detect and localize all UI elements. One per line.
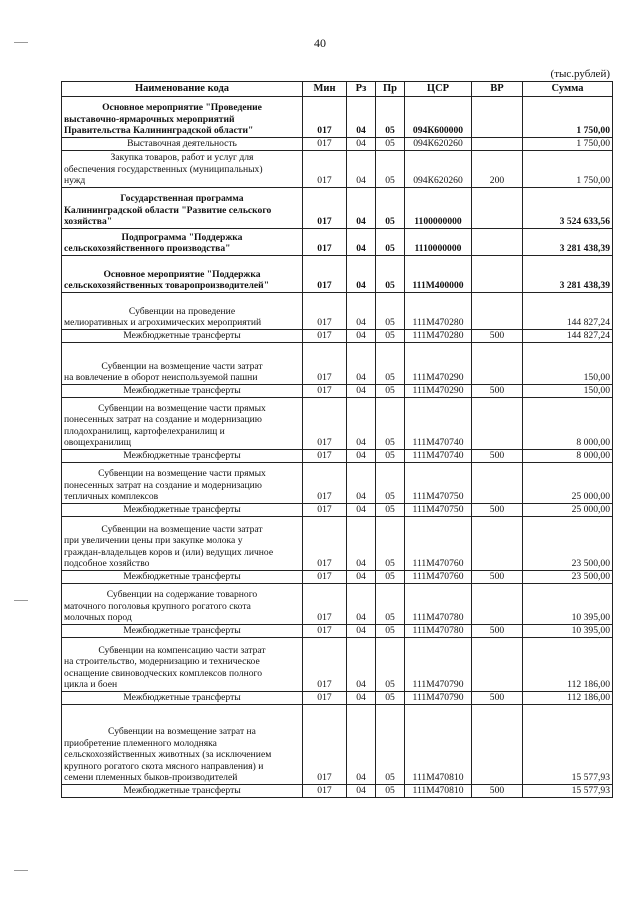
row-name — [62, 138, 303, 151]
row-sum: 15 577,93 — [523, 785, 613, 798]
row-min: 017 — [303, 692, 347, 705]
header-name: Наименование кода — [62, 82, 303, 97]
row-csr: 111М470790 — [405, 692, 472, 705]
row-csr: 111М470290 — [405, 343, 472, 385]
row-vr — [472, 256, 523, 293]
table-row — [62, 330, 613, 343]
row-rz: 04 — [347, 625, 376, 638]
row-vr — [472, 188, 523, 229]
table-row — [62, 705, 613, 785]
row-sum: 25 000,00 — [523, 463, 613, 504]
row-name-rest: Калининградской области "Развитие сельского хозяйства" — [64, 204, 272, 228]
row-name-rest: приобретение племенного молодняка сельскохозяйственных животных (за исключением крупного рогатого скота мясного направления) и семени племенных быков-производителей — [64, 737, 272, 784]
row-name — [62, 385, 303, 398]
row-rz: 04 — [347, 785, 376, 798]
row-min: 017 — [303, 385, 347, 398]
row-csr: 111М470810 — [405, 785, 472, 798]
table-row — [62, 638, 613, 692]
row-vr — [472, 463, 523, 504]
row-name-first-line: Субвенции на компенсацию части затрат — [98, 644, 266, 656]
table-row — [62, 188, 613, 229]
row-min: 017 — [303, 504, 347, 517]
row-vr: 500 — [472, 785, 523, 798]
row-pr: 05 — [376, 398, 405, 450]
row-rz: 04 — [347, 705, 376, 785]
row-min: 017 — [303, 343, 347, 385]
header-csr: ЦСР — [405, 82, 472, 97]
header-sum: Сумма — [523, 82, 613, 97]
row-name-first-line: Межбюджетные трансферты — [123, 450, 241, 462]
row-name-first-line: Закупка товаров, работ и услуг для — [110, 152, 254, 164]
header-pr: Пр — [376, 82, 405, 97]
row-rz: 04 — [347, 517, 376, 571]
row-name — [62, 625, 303, 638]
row-name-first-line: Субвенции на содержание товарного — [106, 589, 258, 601]
table-row — [62, 571, 613, 584]
scan-mark — [14, 42, 28, 43]
row-name-first-line: Межбюджетные трансферты — [123, 571, 241, 583]
row-sum: 144 827,24 — [523, 293, 613, 330]
row-name — [62, 463, 303, 504]
row-name — [62, 398, 303, 450]
row-csr: 111М470740 — [405, 398, 472, 450]
row-csr: 111М470750 — [405, 504, 472, 517]
row-name — [62, 343, 303, 385]
row-name-first-line: Государственная программа — [120, 193, 244, 205]
row-pr: 05 — [376, 330, 405, 343]
row-csr: 111М400000 — [405, 256, 472, 293]
row-sum: 8 000,00 — [523, 398, 613, 450]
row-rz: 04 — [347, 398, 376, 450]
row-rz: 04 — [347, 463, 376, 504]
row-rz: 04 — [347, 692, 376, 705]
row-min: 017 — [303, 450, 347, 463]
row-name — [62, 692, 303, 705]
table-row — [62, 504, 613, 517]
row-min: 017 — [303, 584, 347, 625]
row-name-first-line: Межбюджетные трансферты — [123, 330, 241, 342]
row-name — [62, 517, 303, 571]
row-name-first-line: Межбюджетные трансферты — [123, 625, 241, 637]
row-vr — [472, 293, 523, 330]
row-pr: 05 — [376, 463, 405, 504]
row-vr: 500 — [472, 571, 523, 584]
row-min: 017 — [303, 138, 347, 151]
row-pr: 05 — [376, 188, 405, 229]
row-pr: 05 — [376, 625, 405, 638]
row-name-first-line: Основное мероприятие "Поддержка — [103, 268, 261, 280]
row-min: 017 — [303, 330, 347, 343]
row-pr: 05 — [376, 638, 405, 692]
row-name — [62, 330, 303, 343]
row-pr: 05 — [376, 343, 405, 385]
row-vr — [472, 517, 523, 571]
row-pr: 05 — [376, 229, 405, 256]
row-name-rest: при увеличении цены при закупке молока у граждан-владельцев коров и (или) ведущих личное подсобное хозяйство — [64, 535, 274, 570]
table-row — [62, 463, 613, 504]
row-name-rest: сельскохозяйственных товаропроизводителей" — [64, 280, 270, 292]
table-row — [62, 398, 613, 450]
row-rz: 04 — [347, 638, 376, 692]
table-row — [62, 229, 613, 256]
row-name-first-line: Субвенции на возмещение части прямых — [98, 468, 266, 480]
row-rz: 04 — [347, 330, 376, 343]
row-csr: 111М470790 — [405, 638, 472, 692]
row-sum: 3 281 438,39 — [523, 229, 613, 256]
row-name-first-line: Межбюджетные трансферты — [123, 785, 241, 797]
table-row — [62, 343, 613, 385]
row-pr: 05 — [376, 504, 405, 517]
row-name — [62, 571, 303, 584]
row-pr: 05 — [376, 785, 405, 798]
row-csr: 111М470780 — [405, 584, 472, 625]
row-pr: 05 — [376, 256, 405, 293]
row-rz: 04 — [347, 188, 376, 229]
row-rz: 04 — [347, 256, 376, 293]
header-min: Мин — [303, 82, 347, 97]
row-name-first-line: Субвенции на возмещение затрат на — [108, 726, 256, 738]
row-name — [62, 705, 303, 785]
row-vr: 500 — [472, 385, 523, 398]
row-name-rest: обеспечения государственных (муниципальных) нужд — [64, 163, 263, 187]
row-rz: 04 — [347, 293, 376, 330]
row-name — [62, 229, 303, 256]
row-vr — [472, 138, 523, 151]
row-vr — [472, 343, 523, 385]
row-sum: 1 750,00 — [523, 138, 613, 151]
row-name-rest: понесенных затрат на создание и модернизацию тепличных комплексов — [64, 479, 262, 503]
row-vr: 500 — [472, 450, 523, 463]
row-name-first-line: Основное мероприятие "Проведение — [102, 102, 262, 114]
row-csr: 1110000000 — [405, 229, 472, 256]
row-sum: 8 000,00 — [523, 450, 613, 463]
row-sum: 1 750,00 — [523, 151, 613, 188]
row-rz: 04 — [347, 385, 376, 398]
row-name-first-line: Субвенции на возмещение части прямых — [98, 402, 266, 414]
row-csr: 111М470810 — [405, 705, 472, 785]
row-vr: 500 — [472, 504, 523, 517]
row-min: 017 — [303, 229, 347, 256]
row-pr: 05 — [376, 705, 405, 785]
row-min: 017 — [303, 398, 347, 450]
row-name — [62, 188, 303, 229]
row-sum: 10 395,00 — [523, 584, 613, 625]
row-rz: 04 — [347, 584, 376, 625]
row-name — [62, 450, 303, 463]
row-sum: 3 281 438,39 — [523, 256, 613, 293]
row-name — [62, 256, 303, 293]
row-name — [62, 293, 303, 330]
row-csr: 111М470760 — [405, 571, 472, 584]
table-body — [62, 97, 613, 798]
row-min: 017 — [303, 97, 347, 138]
row-csr: 094К620260 — [405, 138, 472, 151]
row-name-first-line: Субвенции на возмещение части затрат — [101, 523, 263, 535]
table-row — [62, 785, 613, 798]
row-sum: 144 827,24 — [523, 330, 613, 343]
row-csr: 111М470750 — [405, 463, 472, 504]
row-sum: 112 186,00 — [523, 692, 613, 705]
row-sum: 1 750,00 — [523, 97, 613, 138]
row-min: 017 — [303, 151, 347, 188]
row-min: 017 — [303, 571, 347, 584]
row-name-first-line: Межбюджетные трансферты — [123, 385, 241, 397]
row-name — [62, 151, 303, 188]
row-pr: 05 — [376, 293, 405, 330]
row-name — [62, 504, 303, 517]
table-row — [62, 450, 613, 463]
units-label: (тыс.рублей) — [550, 68, 610, 80]
row-name — [62, 638, 303, 692]
row-name-rest: маточного поголовья крупного рогатого скота молочных пород — [64, 600, 251, 624]
row-sum: 23 500,00 — [523, 517, 613, 571]
row-rz: 04 — [347, 343, 376, 385]
table-row — [62, 151, 613, 188]
table-row — [62, 625, 613, 638]
row-csr: 111М470290 — [405, 385, 472, 398]
table-row — [62, 517, 613, 571]
row-rz: 04 — [347, 151, 376, 188]
row-vr: 200 — [472, 151, 523, 188]
table-header-row — [62, 82, 613, 97]
row-min: 017 — [303, 705, 347, 785]
row-csr: 111М470280 — [405, 330, 472, 343]
row-name-rest: выставочно-ярмарочных мероприятий Правительства Калининградской области" — [64, 113, 254, 137]
row-name — [62, 785, 303, 798]
row-name-first-line: Подпрограмма "Поддержка — [121, 231, 243, 243]
row-name-rest: мелиоративных и агрохимических мероприятий — [64, 317, 262, 329]
row-pr: 05 — [376, 571, 405, 584]
row-sum: 10 395,00 — [523, 625, 613, 638]
row-min: 017 — [303, 188, 347, 229]
table-row — [62, 97, 613, 138]
header-rz: Рз — [347, 82, 376, 97]
row-pr: 05 — [376, 97, 405, 138]
row-sum: 150,00 — [523, 385, 613, 398]
row-sum: 3 524 633,56 — [523, 188, 613, 229]
row-name-first-line: Выставочная деятельность — [127, 138, 237, 150]
row-vr: 500 — [472, 330, 523, 343]
row-name — [62, 97, 303, 138]
table-row — [62, 256, 613, 293]
row-csr: 111М470760 — [405, 517, 472, 571]
row-rz: 04 — [347, 138, 376, 151]
row-min: 017 — [303, 625, 347, 638]
row-name-first-line: Межбюджетные трансферты — [123, 504, 241, 516]
row-csr: 1100000000 — [405, 188, 472, 229]
row-vr — [472, 97, 523, 138]
row-vr — [472, 705, 523, 785]
row-csr: 094К600000 — [405, 97, 472, 138]
row-csr: 111М470740 — [405, 450, 472, 463]
row-vr: 500 — [472, 692, 523, 705]
scan-mark — [14, 870, 28, 871]
row-sum: 150,00 — [523, 343, 613, 385]
row-name-rest: сельскохозяйственного производства" — [64, 243, 231, 255]
row-csr: 111М470780 — [405, 625, 472, 638]
row-pr: 05 — [376, 692, 405, 705]
row-pr: 05 — [376, 151, 405, 188]
row-name-first-line: Межбюджетные трансферты — [123, 692, 241, 704]
row-name — [62, 584, 303, 625]
table-row — [62, 692, 613, 705]
row-sum: 112 186,00 — [523, 638, 613, 692]
page-number: 40 — [314, 36, 326, 50]
row-vr — [472, 638, 523, 692]
row-rz: 04 — [347, 504, 376, 517]
budget-table — [61, 81, 613, 798]
row-rz: 04 — [347, 229, 376, 256]
row-min: 017 — [303, 256, 347, 293]
header-vr: ВР — [472, 82, 523, 97]
row-sum: 25 000,00 — [523, 504, 613, 517]
row-vr: 500 — [472, 625, 523, 638]
row-min: 017 — [303, 785, 347, 798]
scan-mark — [14, 600, 28, 601]
row-min: 017 — [303, 293, 347, 330]
row-rz: 04 — [347, 571, 376, 584]
row-vr — [472, 398, 523, 450]
row-vr — [472, 229, 523, 256]
table-row — [62, 138, 613, 151]
table-row — [62, 584, 613, 625]
row-name-rest: на строительство, модернизацию и техническое оснащение свиноводческих комплексов полного цикла и боен — [64, 656, 263, 691]
row-name-first-line: Субвенции на возмещение части затрат — [101, 360, 263, 372]
row-pr: 05 — [376, 138, 405, 151]
row-pr: 05 — [376, 584, 405, 625]
row-rz: 04 — [347, 450, 376, 463]
row-csr: 111М470280 — [405, 293, 472, 330]
row-pr: 05 — [376, 517, 405, 571]
row-csr: 094К620260 — [405, 151, 472, 188]
row-min: 017 — [303, 638, 347, 692]
row-name-rest: понесенных затрат на создание и модернизацию плодохранилищ, картофелехранилищ и овощехранилищ — [64, 414, 262, 449]
row-min: 017 — [303, 517, 347, 571]
row-pr: 05 — [376, 450, 405, 463]
row-sum: 23 500,00 — [523, 571, 613, 584]
row-name-first-line: Субвенции на проведение — [128, 305, 236, 317]
row-vr — [472, 584, 523, 625]
table-row — [62, 293, 613, 330]
row-rz: 04 — [347, 97, 376, 138]
row-sum: 15 577,93 — [523, 705, 613, 785]
row-name-rest: на вовлечение в оборот неиспользуемой пашни — [64, 372, 258, 384]
row-min: 017 — [303, 463, 347, 504]
table-row — [62, 385, 613, 398]
row-pr: 05 — [376, 385, 405, 398]
